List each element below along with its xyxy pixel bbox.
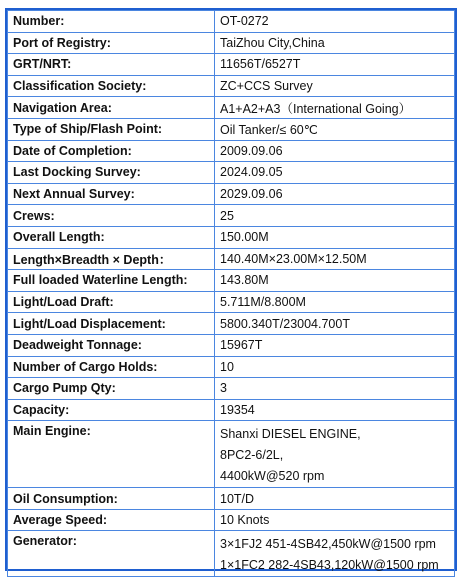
spec-row bbox=[8, 205, 455, 227]
spec-row bbox=[8, 97, 455, 119]
spec-row bbox=[8, 378, 455, 400]
spec-value: ZC+CCS Survey bbox=[215, 75, 455, 97]
spec-row bbox=[8, 334, 455, 356]
spec-label: Number: bbox=[8, 11, 215, 33]
spec-label: Generator: bbox=[8, 531, 215, 577]
spec-row-main-engine bbox=[8, 421, 455, 488]
spec-label: Crews: bbox=[8, 205, 215, 227]
spec-label: Full loaded Waterline Length: bbox=[8, 270, 215, 292]
spec-row bbox=[8, 11, 455, 33]
spec-row bbox=[8, 509, 455, 531]
spec-value: 2029.09.06 bbox=[215, 183, 455, 205]
spec-value bbox=[215, 421, 455, 488]
spec-row bbox=[8, 399, 455, 421]
spec-label: Capacity: bbox=[8, 399, 215, 421]
spec-value: 143.80M bbox=[215, 270, 455, 292]
spec-value: 10 bbox=[215, 356, 455, 378]
spec-value: 140.40M×23.00M×12.50M bbox=[215, 248, 455, 270]
spec-row bbox=[8, 313, 455, 335]
spec-label: Average Speed: bbox=[8, 509, 215, 531]
spec-row bbox=[8, 291, 455, 313]
spec-value: TaiZhou City,China bbox=[215, 32, 455, 54]
spec-row bbox=[8, 183, 455, 205]
spec-label: Oil Consumption: bbox=[8, 488, 215, 510]
spec-value: 5.711M/8.800M bbox=[215, 291, 455, 313]
spec-value-line: 8PC2-6/2L, bbox=[220, 448, 284, 463]
spec-value: 25 bbox=[215, 205, 455, 227]
spec-value-line: 4400kW@520 rpm bbox=[220, 469, 325, 484]
spec-label: Number of Cargo Holds: bbox=[8, 356, 215, 378]
spec-value: 2024.09.05 bbox=[215, 162, 455, 184]
spec-value bbox=[215, 531, 455, 577]
spec-value-line: 1×1FC2 282-4SB43,120kW@1500 rpm bbox=[220, 558, 439, 573]
spec-value: A1+A2+A3（International Going） bbox=[215, 97, 455, 119]
spec-value: 11656T/6527T bbox=[215, 54, 455, 76]
spec-row bbox=[8, 356, 455, 378]
spec-value: 2009.09.06 bbox=[215, 140, 455, 162]
spec-row-generator bbox=[8, 531, 455, 577]
spec-label: Light/Load Draft: bbox=[8, 291, 215, 313]
spec-value: 3 bbox=[215, 378, 455, 400]
spec-label: Deadweight Tonnage: bbox=[8, 334, 215, 356]
spec-row bbox=[8, 162, 455, 184]
spec-value: 19354 bbox=[215, 399, 455, 421]
spec-row bbox=[8, 248, 455, 270]
spec-label: Classification Society: bbox=[8, 75, 215, 97]
spec-row bbox=[8, 488, 455, 510]
spec-label: GRT/NRT: bbox=[8, 54, 215, 76]
spec-value: Oil Tanker/≤ 60℃ bbox=[215, 118, 455, 140]
spec-label: Cargo Pump Qty: bbox=[8, 378, 215, 400]
spec-label: Type of Ship/Flash Point: bbox=[8, 118, 215, 140]
spec-label: Navigation Area: bbox=[8, 97, 215, 119]
spec-row bbox=[8, 140, 455, 162]
spec-value: 150.00M bbox=[215, 226, 455, 248]
spec-row bbox=[8, 75, 455, 97]
spec-value: 5800.340T/23004.700T bbox=[215, 313, 455, 335]
spec-label: Main Engine: bbox=[8, 421, 215, 488]
spec-value-line: 3×1FJ2 451-4SB42,450kW@1500 rpm bbox=[220, 537, 436, 552]
spec-table bbox=[7, 10, 455, 577]
spec-value-line: Shanxi DIESEL ENGINE, bbox=[220, 427, 361, 442]
spec-value: 10T/D bbox=[215, 488, 455, 510]
spec-row bbox=[8, 32, 455, 54]
spec-label: Last Docking Survey: bbox=[8, 162, 215, 184]
spec-value: 15967T bbox=[215, 334, 455, 356]
spec-row bbox=[8, 270, 455, 292]
spec-label: Next Annual Survey: bbox=[8, 183, 215, 205]
spec-label: Light/Load Displacement: bbox=[8, 313, 215, 335]
spec-label: Port of Registry: bbox=[8, 32, 215, 54]
spec-value: OT-0272 bbox=[215, 11, 455, 33]
spec-row bbox=[8, 226, 455, 248]
spec-table-body bbox=[8, 11, 455, 577]
spec-value: 10 Knots bbox=[215, 509, 455, 531]
ship-spec-table bbox=[5, 8, 457, 571]
spec-label: Overall Length: bbox=[8, 226, 215, 248]
spec-label: Date of Completion: bbox=[8, 140, 215, 162]
spec-label: Length×Breadth × Depth： bbox=[8, 248, 215, 270]
spec-row bbox=[8, 54, 455, 76]
spec-row bbox=[8, 118, 455, 140]
